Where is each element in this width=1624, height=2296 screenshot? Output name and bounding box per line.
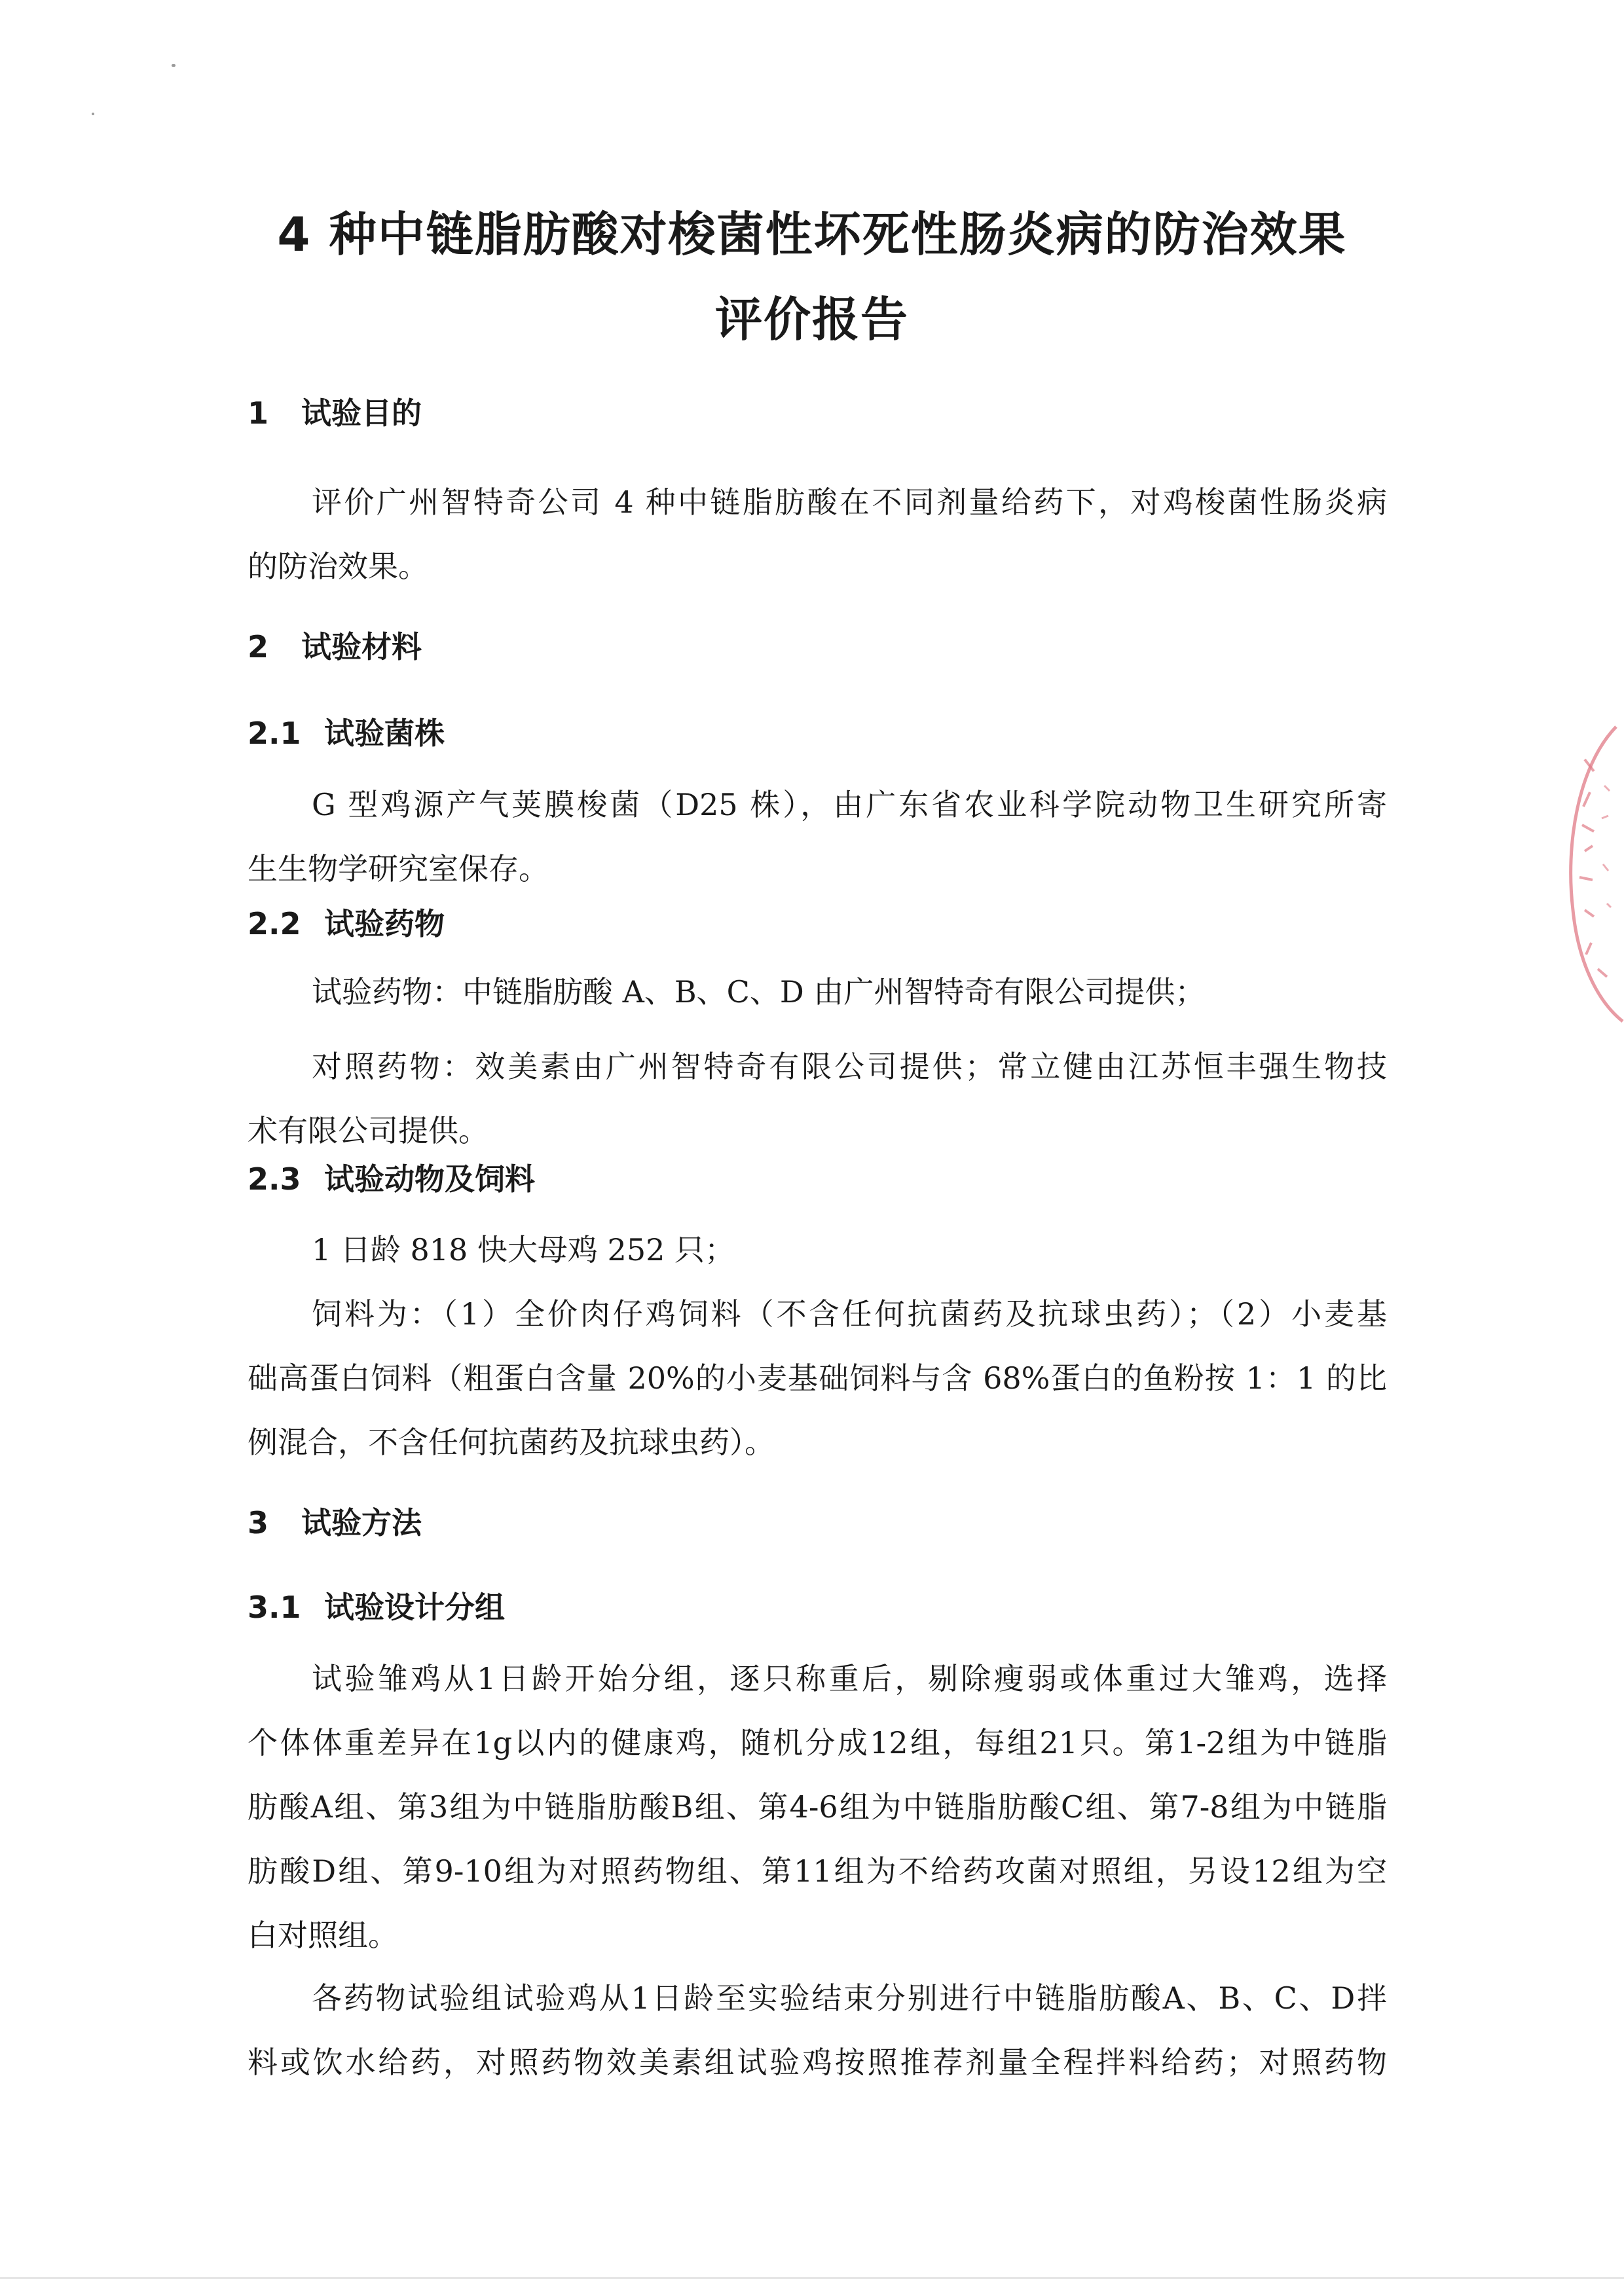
paragraph	[248, 960, 1387, 1024]
section-number: 2	[248, 629, 269, 665]
section-title: 试验方法	[301, 1505, 422, 1540]
paragraph	[248, 470, 1387, 598]
paragraph	[248, 1282, 1387, 1474]
seal-stamp-icon	[1539, 714, 1624, 1028]
text-line: 对照药物：效美素由广州智特奇有限公司提供；常立健由江苏恒丰强生物技	[312, 1049, 1387, 1084]
subsection-heading	[248, 906, 445, 941]
section-title: 试验动物及饲料	[324, 1161, 535, 1197]
subsection-heading	[248, 716, 445, 751]
section-title: 试验目的	[301, 395, 422, 431]
text-line: 肪酸D组、第9-10组为对照药物组、第11组为不给药攻菌对照组，另设12组为空	[248, 1853, 1387, 1889]
text-line: 1 日龄 818 快大母鸡 252 只；	[312, 1232, 735, 1267]
section-number: 3	[248, 1505, 269, 1540]
scan-edge-line	[0, 2277, 1624, 2279]
paragraph	[248, 1647, 1387, 1967]
text-line: 的防治效果。	[248, 549, 428, 584]
text-line: 个体体重差异在1g以内的健康鸡，随机分成12组，每组21只。第1-2组为中链脂	[248, 1725, 1387, 1760]
subsection-heading	[248, 1161, 535, 1197]
section-number: 2.3	[248, 1161, 301, 1197]
section-title: 试验菌株	[324, 716, 445, 751]
section-title: 试验设计分组	[324, 1590, 505, 1625]
text-line: 术有限公司提供。	[248, 1113, 489, 1148]
section-number: 2.2	[248, 906, 301, 941]
report-title-line-1: 4 种中链脂肪酸对梭菌性坏死性肠炎病的防治效果	[277, 207, 1347, 262]
text-line: 试验药物：中链脂肪酸 A、B、C、D 由广州智特奇有限公司提供；	[312, 974, 1206, 1010]
text-line: 础高蛋白饲料（粗蛋白含量 20%的小麦基础饲料与含 68%蛋白的鱼粉按 1：1 的比	[248, 1360, 1387, 1396]
text-line: G 型鸡源产气荚膜梭菌（D25 株），由广东省农业科学院动物卫生研究所寄	[312, 787, 1387, 822]
section-heading	[248, 629, 422, 665]
text-line: 各药物试验组试验鸡从1日龄至实验结束分别进行中链脂肪酸A、B、C、D拌	[312, 1980, 1387, 2016]
scan-speck	[92, 113, 94, 115]
subsection-heading	[248, 1590, 505, 1625]
text-line: 饲料为：（1）全价肉仔鸡饲料（不含任何抗菌药及抗球虫药）；（2）小麦基	[312, 1296, 1387, 1332]
text-line: 试验雏鸡从1日龄开始分组，逐只称重后，剔除瘦弱或体重过大雏鸡，选择	[312, 1661, 1387, 1696]
text-line: 生生物学研究室保存。	[248, 851, 549, 886]
report-title-line-2: 评价报告	[714, 292, 909, 347]
paragraph	[248, 1034, 1387, 1163]
text-line: 料或饮水给药，对照药物效美素组试验鸡按照推荐剂量全程拌料给药；对照药物	[248, 2045, 1387, 2080]
section-heading	[248, 395, 422, 431]
text-line: 例混合，不含任何抗菌药及抗球虫药）。	[248, 1425, 775, 1460]
text-line: 肪酸A组、第3组为中链脂肪酸B组、第4-6组为中链脂肪酸C组、第7-8组为中链脂	[248, 1789, 1387, 1825]
text-line: 白对照组。	[248, 1918, 398, 1953]
text-line: 评价广州智特奇公司 4 种中链脂肪酸在不同剂量给药下，对鸡梭菌性肠炎病	[312, 484, 1387, 520]
section-heading	[248, 1505, 422, 1540]
section-number: 2.1	[248, 716, 301, 751]
section-title: 试验药物	[324, 906, 445, 941]
paragraph	[248, 1218, 1387, 1282]
paragraph	[248, 1966, 1387, 2094]
section-number: 1	[248, 395, 269, 431]
section-number: 3.1	[248, 1590, 301, 1625]
section-title: 试验材料	[301, 629, 422, 665]
paragraph	[248, 773, 1387, 901]
scan-speck	[172, 64, 175, 67]
